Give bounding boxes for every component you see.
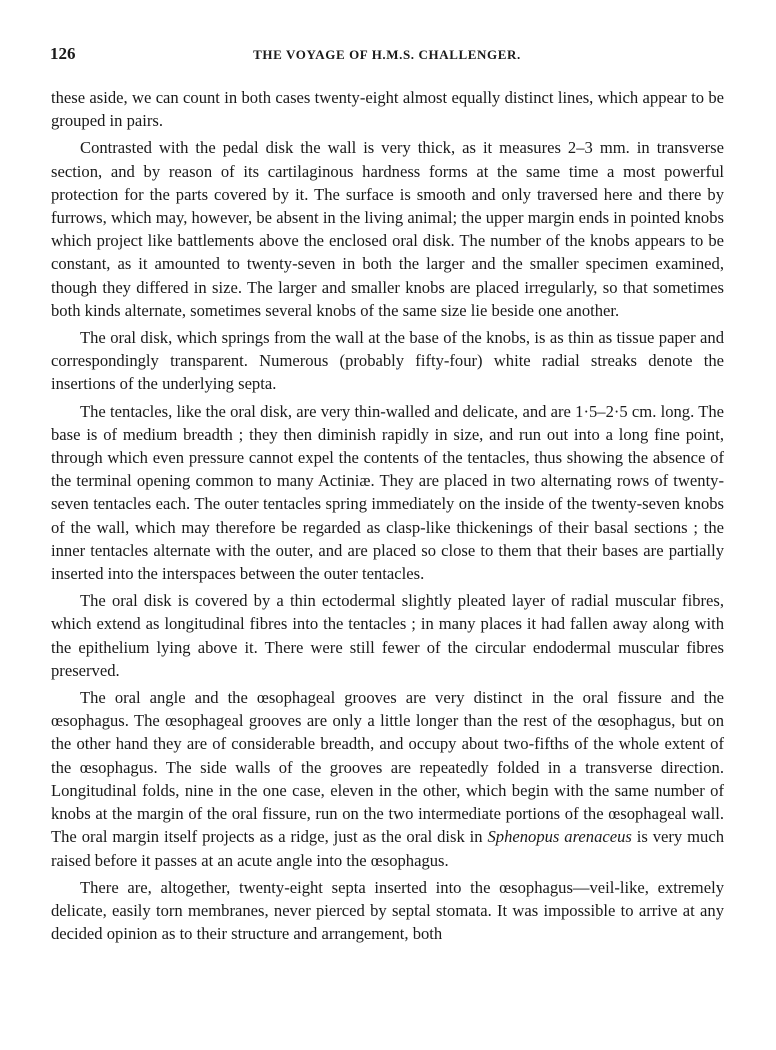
- paragraph-oral-disk: The oral disk, which springs from the wall at the base of the knobs, is as thin as tissue paper and correspondingly transparent. Numerous (probably fifty-four) white radial streaks denote the insertions of the underlying septa.: [51, 328, 724, 394]
- running-title: THE VOYAGE OF H.M.S. CHALLENGER.: [253, 47, 521, 62]
- paragraph-septa: There are, altogether, twenty-eight septa inserted into the œsophagus—veil-like, extremely delicate, easily torn membranes, never pierced by septal stomata. It was impossible to arrive at any decided opinion as to their structure and arrangement, both: [51, 877, 724, 944]
- oesophagus-text-after: is very much raised before it passes at an acute angle into the œsophagus.: [51, 827, 724, 870]
- paragraph-wall: Contrasted with the pedal disk the wall is very thick, as it measures 2–3 mm. in transverse section, and by reason of its cartilaginous hardness forms at the same time a most powerful protection for the parts covered by it. The surface is smooth and only traversed here and there by furrows, which may, however, be absent in the living animal; the upper margin ends in pointed knobs which project like battlements above the enclosed oral disk. The number of the knobs appears to be constant, as it amounted to twenty-seven in both the larger and the smaller specimen examined, though they differed in size. The larger and smaller knobs are placed irregularly, so that sometimes both kinds alternate, sometimes several knobs of the same size lie beside one another.: [51, 138, 724, 320]
- paragraph-oesophagus: [51, 686, 724, 872]
- page-number: 126: [50, 44, 76, 63]
- running-header: [50, 44, 724, 68]
- paragraph-continued: these aside, we can count in both cases twenty-eight almost equally distinct lines, which appear to be grouped in pairs.: [51, 88, 724, 131]
- species-name: Sphenopus arenaceus: [487, 827, 632, 847]
- paragraph-muscular-fibres: The oral disk is covered by a thin ectodermal slightly pleated layer of radial muscular fibres, which extend as longitudinal fibres into the tentacles ; in many places it had fallen away along with the epithelium lying above it. There were still fewer of the circular endodermal muscular fibres preserved.: [51, 591, 724, 680]
- body-text: [51, 86, 724, 945]
- paragraph-tentacles: The tentacles, like the oral disk, are very thin-walled and delicate, and are 1·5–2·5 cm. long. The base is of medium breadth ; they then diminish rapidly in size, and run out into a long fine point, through which even pressure cannot expel the contents of the tentacles, thus showing the absence of the terminal opening common to many Actiniæ. They are placed in two alternating rows of twenty-seven tentacles each. The outer tentacles spring immediately on the inside of the twenty-seven knobs of the wall, which may therefore be regarded as clasp-like thickenings of their basal sections ; the inner tentacles alternate with the outer, and are placed so close to them that their bases are partially inserted into the interspaces between the outer tentacles.: [51, 401, 724, 584]
- oesophagus-text-before: The oral angle and the œsophageal grooves are very distinct in the oral fissure and the œsophagus. The œsophageal grooves are only a little longer than the rest of the œsophagus, but on the other hand they are of considerable breadth, and occupy about two-fifths of the whole extent of the œsophagus. The side walls of the grooves are repeatedly folded in a transverse direction. Longitudinal folds, nine in the one case, eleven in the other, which begin with the same number of knobs at the margin of the oral fissure, run on the two intermediate portions of the œsophageal wall. The oral margin itself projects as a ridge, just as the oral disk in: [51, 688, 724, 847]
